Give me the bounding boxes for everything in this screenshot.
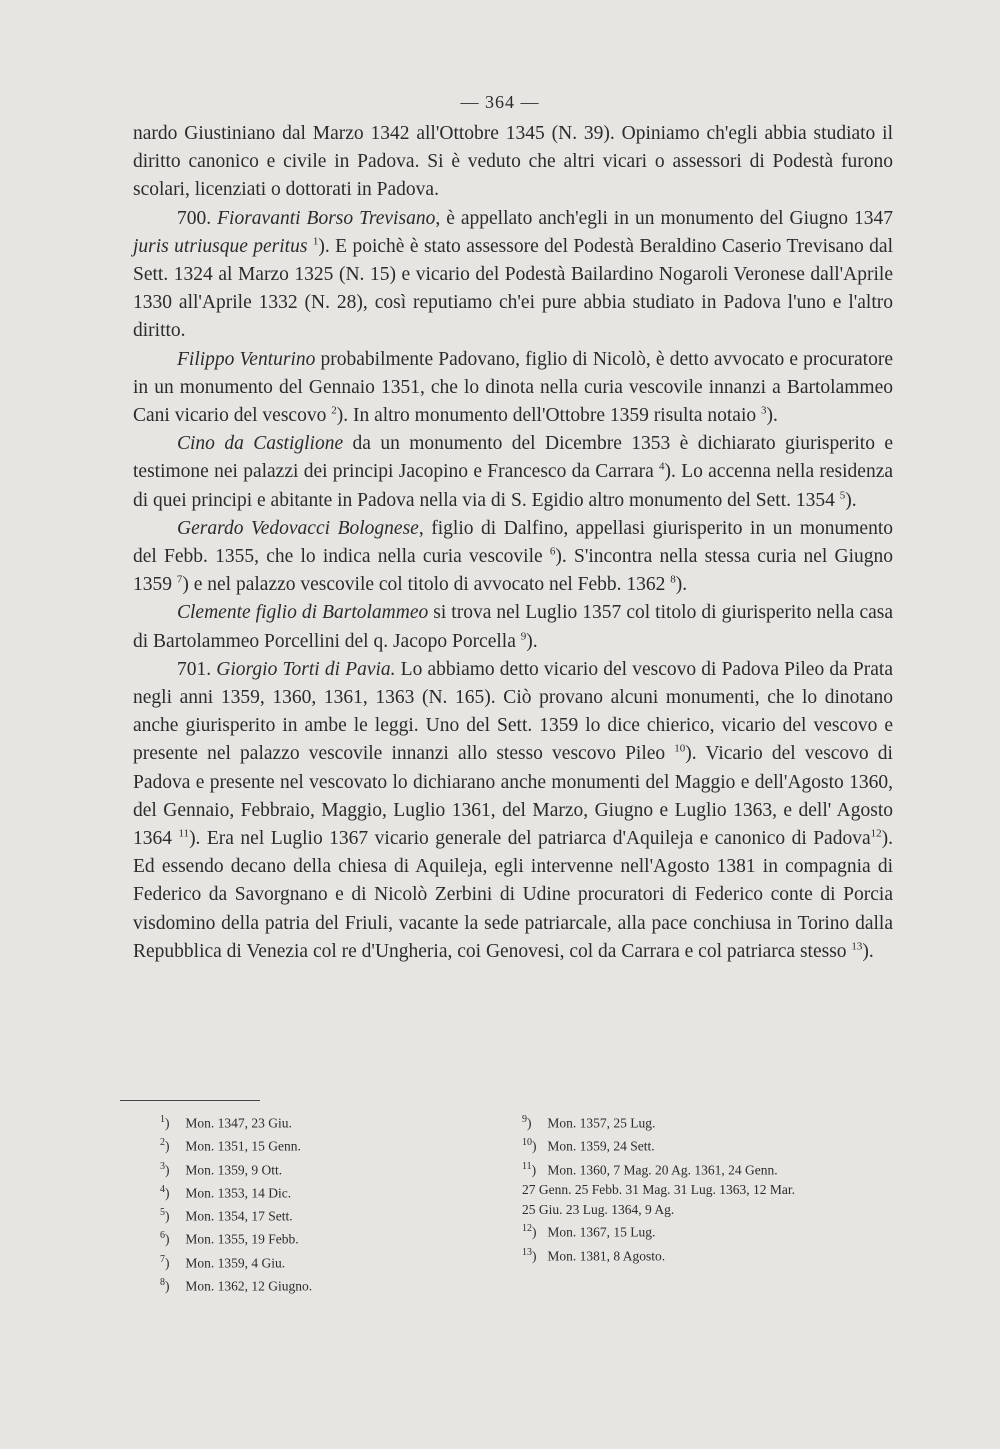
italic-name: Fioravanti Borso Trevisano [217, 207, 436, 229]
footnote-ref: 9 [520, 630, 527, 643]
footnote [160, 1157, 490, 1180]
footnote-ref: 4 [659, 460, 665, 473]
text-run: ). In altro monumento dell'Ottobre 1359 risulta notaio [336, 405, 762, 427]
footnote-ref: 11 [178, 827, 190, 840]
text-run: ). Ed essendo decano della chiesa di Aquileja, egli intervenne nell'Agosto 1381 in compagnia di Federico da Savorgnano e di Nicolò Zerbini di Udine procuratori di Federico conte di Porcia visdomino della patria del Friuli, vacante la sede patriarcale, alla pace conchiusa in Torino dalla Repubblica di Venezia col re d'Ungheria, coi Genovesi, col da Carrara e col patriarca stesso [133, 828, 893, 962]
footnote [160, 1180, 490, 1203]
footnote-text: Mon. 1354, 17 Sett. [182, 1208, 293, 1224]
text-run: ). Lo accenna nella residenza di quei principi e abitante in Padova nella via di S. Egidio altro monumento del Sett. 1354 [133, 461, 894, 511]
footnote-number: 10 [522, 1137, 532, 1149]
text-run: 701. [177, 658, 217, 680]
body-text [133, 120, 893, 966]
footnote-number: 6 [160, 1230, 165, 1242]
italic-name: Cino da Castiglione [177, 433, 344, 455]
footnote-ref: 12 [870, 827, 882, 840]
footnote-ref: 5 [839, 489, 846, 502]
text-run: ). [862, 940, 874, 962]
italic-name: juris utriusque peritus [133, 235, 308, 257]
text-run: nardo Giustiniano dal Marzo 1342 all'Ottobre 1345 (N. 39). Opiniamo ch'egli abbia studiato il diritto canonico e civile in Padova. Si è veduto che altri vicari o assessori di Podestà furono scolari, licenziati o dottorati in Padova. [133, 123, 893, 201]
footnote [160, 1226, 490, 1249]
text-run: ). [675, 574, 688, 596]
footnote [522, 1110, 902, 1133]
footnote [160, 1133, 490, 1156]
text-run: ). S'incontra nella stessa curia nel Giugno 1359 [133, 546, 893, 596]
italic-name: Giorgio Torti di Pavia. [216, 658, 396, 680]
footnote-mark: $^3$) [160, 1160, 170, 1178]
footnotes-left-column [160, 1110, 490, 1296]
footnote-ref: 2 [331, 404, 337, 417]
footnote-mark: $^{12}$) [522, 1223, 537, 1240]
paragraph [133, 599, 893, 655]
text-run: , è appellato anch'egli in un monumento del Giugno 1347 [435, 207, 894, 229]
footnote-number: 13 [522, 1246, 532, 1258]
italic-name: Clemente figlio di Bartolammeo [177, 602, 429, 624]
footnote-number: 7 [160, 1253, 165, 1265]
text-run: ). E poichè è stato assessore del Podestà Beraldino Caserio Trevisano dal Sett. 1324 al Marzo 1325 (N. 15) e vicario del Podestà Bailardino Nogaroli Veronese dall'Aprile 1330 all'Aprile 1332 (N. 28), così reputiamo ch'ei pure abbia studiato in Padova l'uno e l'altro diritto. [133, 235, 893, 342]
text-run: , figlio di Dalfino, appellasi giurisperito in un monumento del Febb. 1355, che lo indica nella curia vescovile [133, 517, 893, 568]
paragraph [133, 515, 893, 600]
footnote-number: 5 [160, 1207, 165, 1219]
footnote [522, 1219, 902, 1242]
paragraph [133, 346, 893, 431]
footnote-ref: 10 [674, 742, 686, 755]
footnote-number: 11 [522, 1160, 532, 1172]
footnote-separator [120, 1100, 260, 1101]
footnote-mark: $^5$) [160, 1207, 170, 1224]
footnote-mark: $^{13}$) [522, 1246, 537, 1264]
footnote-number: 2 [160, 1137, 165, 1149]
footnote-mark: $^{10}$) [522, 1137, 537, 1154]
footnote-mark: $^2$) [160, 1137, 170, 1154]
footnote-ref: 13 [851, 940, 863, 953]
footnote-number: 1 [160, 1114, 165, 1125]
footnote-text: Mon. 1353, 14 Dic. [182, 1185, 292, 1201]
footnote [522, 1133, 902, 1156]
paragraph [133, 430, 893, 515]
footnote-mark: $^6$) [160, 1230, 170, 1247]
footnote-text: Mon. 1355, 19 Febb. [182, 1231, 299, 1247]
text-run: si trova nel Luglio 1357 col titolo di giurisperito nella casa di Bartolammeo Porcellini del q. Jacopo Porcella [133, 602, 893, 652]
footnote-text: Mon. 1359, 4 Giu. [182, 1255, 286, 1271]
text-run: ). Vicario del vescovo di Padova e presente nel vescovato lo dichiarano anche monumenti del Maggio e dell'Agosto 1360, del Gennaio, Febbraio, Maggio, Luglio 1361, del Marzo, Giugno e Luglio 1363, e dell' Agosto 1364 [133, 743, 893, 850]
text-run: ) e nel palazzo vescovile col titolo di avvocato nel Febb. 1362 [182, 574, 671, 596]
paragraph [133, 656, 893, 966]
paragraph [133, 205, 893, 346]
footnote-ref: 3 [761, 404, 767, 417]
footnote-number: 9 [522, 1114, 527, 1125]
footnote-number: 12 [522, 1223, 532, 1235]
italic-name: Gerardo Vedovacci Bolognese [177, 517, 419, 539]
footnote-mark: $^4$) [160, 1183, 170, 1201]
footnote-ref: 1 [312, 235, 319, 248]
footnote-ref: 8 [670, 573, 676, 586]
footnote [522, 1200, 902, 1220]
text-run: ). Era nel Luglio 1367 vicario generale del patriarca d'Aquileja e canonico di Padova [189, 828, 871, 850]
footnote-text: 25 Giu. 23 Lug. 1364, 9 Ag. [522, 1201, 675, 1217]
text-run: ). [766, 405, 778, 427]
text-run: ). [845, 489, 857, 511]
page-number: — 364 — [460, 92, 540, 112]
footnotes-right-column [522, 1110, 902, 1266]
footnote-text: Mon. 1359, 24 Sett. [544, 1138, 655, 1154]
paragraph [133, 120, 893, 205]
footnote-number: 4 [160, 1183, 165, 1195]
footnote [522, 1157, 902, 1180]
footnote-text: Mon. 1360, 7 Mag. 20 Ag. 1361, 24 Genn. [544, 1162, 778, 1178]
text-run: Lo abbiamo detto vicario del vescovo di Padova Pileo da Prata negli anni 1359, 1360, 1361, 1363 (N. 165). Ciò provano alcuni monumenti, che lo dinotano anche giurisperito in ambe le leggi. Uno del Sett. 1359 lo dice chierico, vicario del vescovo e presente nel palazzo vescovile innanzi allo stesso vescovo Pileo [133, 658, 893, 765]
text-run: da un monumento del Dicembre 1353 è dichiarato giurisperito e testimone nei palazzi dei principi Jacopino e Francesco da Carrara [133, 433, 893, 483]
footnote-text: 27 Genn. 25 Febb. 31 Mag. 31 Lug. 1363, 12 Mar. [522, 1181, 795, 1197]
footnote [160, 1203, 490, 1226]
footnote-text: Mon. 1381, 8 Agosto. [544, 1248, 666, 1264]
text-run: probabilmente Padovano, figlio di Nicolò, è detto avvocato e procuratore in un monumento del Gennaio 1351, che lo dinota nella curia vescovile innanzi a Bartolammeo Cani vicario del vescovo [133, 348, 893, 427]
footnote-mark: $^1$) [160, 1114, 170, 1131]
footnote-mark: $^8$) [160, 1277, 170, 1294]
footnote-text: Mon. 1351, 15 Genn. [182, 1138, 301, 1154]
footnote [522, 1180, 902, 1200]
footnote [160, 1110, 490, 1133]
footnote-number: 3 [160, 1160, 165, 1172]
footnote-mark: $^7$) [160, 1253, 170, 1271]
footnote-ref: 6 [549, 545, 556, 558]
text-run: 700. [177, 207, 218, 229]
footnote-text: Mon. 1359, 9 Ott. [182, 1162, 283, 1178]
footnote-mark: $^{11}$) [522, 1160, 537, 1178]
text-run: ). [526, 630, 538, 652]
footnote-text: Mon. 1362, 12 Giugno. [182, 1278, 313, 1294]
footnote-mark: $^9$) [522, 1114, 532, 1131]
italic-name: Filippo Venturino [177, 348, 316, 370]
footnote-text: Mon. 1367, 15 Lug. [544, 1224, 656, 1240]
footnote-text: Mon. 1347, 23 Giu. [182, 1115, 292, 1131]
footnote-ref: 7 [176, 573, 183, 586]
footnote-number: 8 [160, 1277, 165, 1289]
footnote [160, 1250, 490, 1273]
footnote-text: Mon. 1357, 25 Lug. [544, 1115, 656, 1131]
footnote [160, 1273, 490, 1296]
footnote [522, 1243, 902, 1266]
